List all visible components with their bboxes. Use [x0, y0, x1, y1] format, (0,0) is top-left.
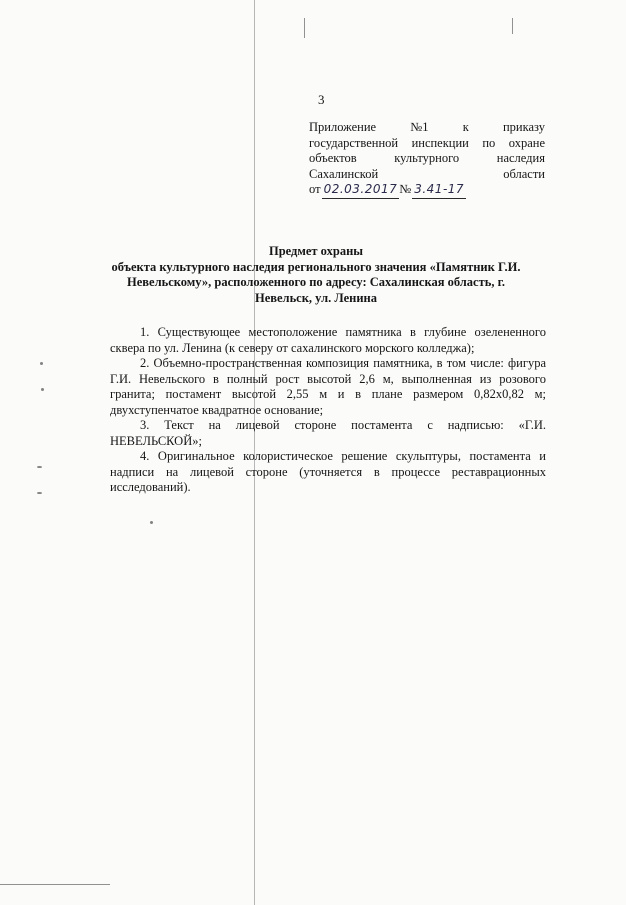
protection-item: 2. Объемно-пространственная композиция памятника, в том числе: фигура Г.И. Невельского в полный рост высотой 2,6 м, выполненная из розового гранита; постамент высотой 2,55 м и в плане размером 0,82х0,82 м; двухступенчатое квадратное основание; [110, 356, 546, 417]
scan-top-tick [304, 18, 305, 38]
appendix-line: Приложение №1 к приказу [309, 120, 545, 134]
scan-edge-line [0, 884, 110, 885]
protection-items [110, 325, 546, 496]
heading-title: Предмет охраны [268, 244, 364, 258]
scan-speck [150, 521, 153, 524]
protection-item: 4. Оригинальное колористическое решение скульптуры, постамента и надписи на лицевой стороне (уточняется в процессе реставрационных исследований). [110, 449, 546, 494]
scan-speck [40, 362, 43, 365]
heading-line: Невельск, ул. Ленина [254, 290, 378, 305]
appendix-line: государственной инспекции по охране [309, 135, 545, 150]
handwritten-order-number: 3.41-17 [412, 182, 466, 199]
appendix-block [309, 120, 545, 199]
page-number: 3 [318, 92, 325, 107]
appendix-line: объектов культурного наследия [309, 151, 545, 165]
protection-item: 3. Текст на лицевой стороне постамента с надписью: «Г.И. НЕВЕЛЬСКОЙ»; [110, 418, 546, 448]
heading-line: Невельскому», расположенного по адресу: Сахалинская область, г. [127, 275, 505, 289]
protection-item: 1. Существующее местоположение памятника в глубине озелененного сквера по ул. Ленина (к северу от сахалинского морского колледжа); [110, 325, 546, 355]
scan-top-tick [512, 18, 513, 34]
scan-speck [41, 388, 44, 391]
document-heading [96, 244, 536, 306]
scan-speck [37, 466, 42, 468]
order-reference: от 02.03.2017 № 3.41-17 [309, 182, 545, 199]
heading-line: объекта культурного наследия регионального значения «Памятник Г.И. [111, 259, 521, 274]
scan-speck [37, 492, 42, 494]
handwritten-order-date: 02.03.2017 [322, 182, 400, 199]
appendix-line: Сахалинской области [309, 166, 545, 181]
